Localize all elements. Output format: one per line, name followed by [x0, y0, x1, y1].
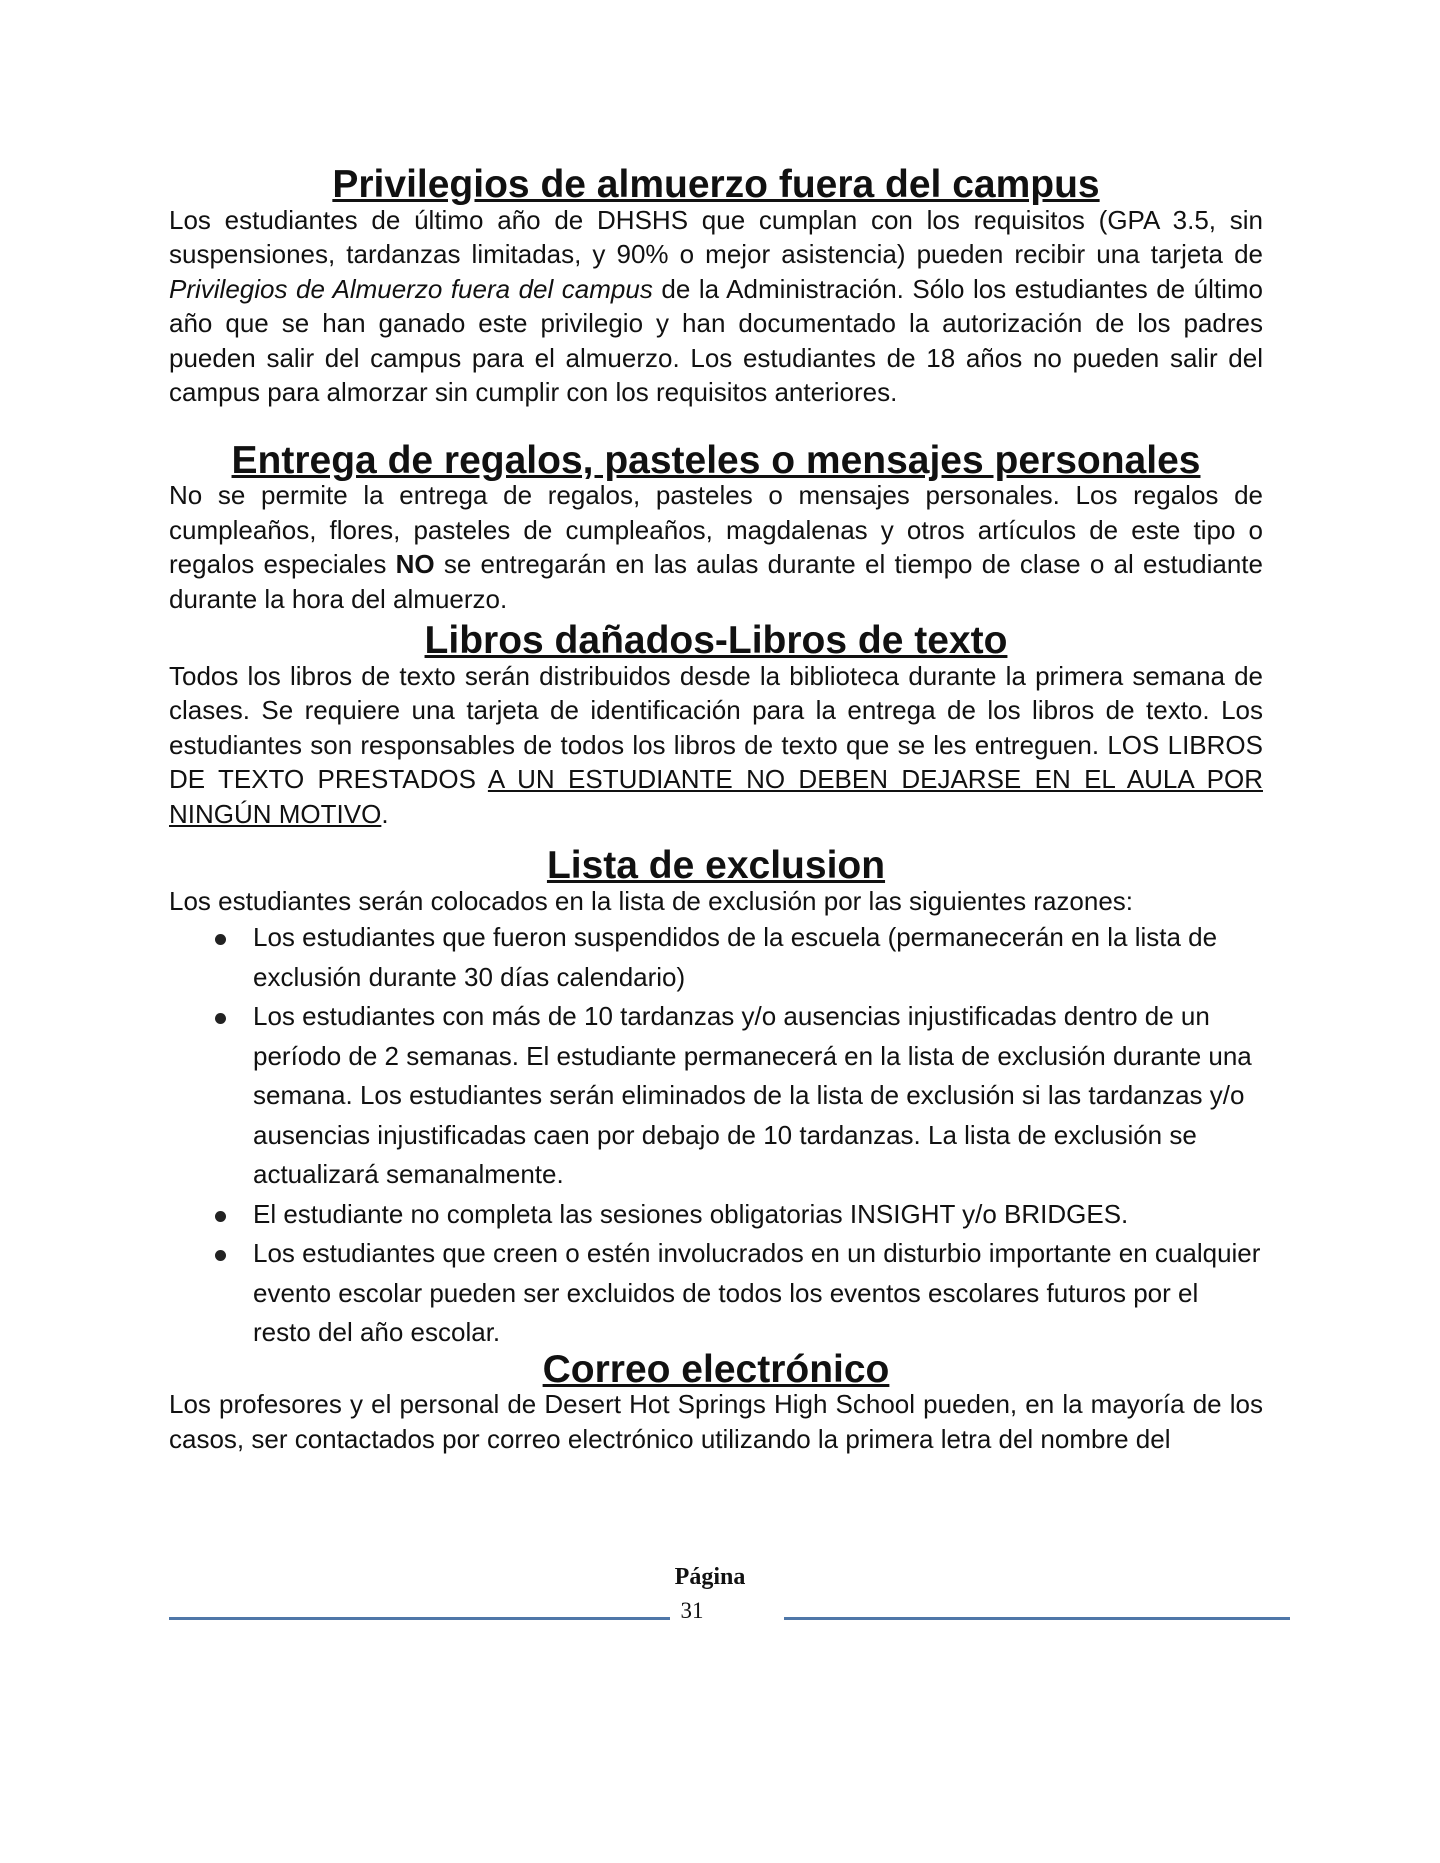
lunch-text: Los estudiantes de último año de DHSHS que cumplan con los requisitos (GPA 3.5, sin suspensiones, tardanzas limitadas, y 90% o mejor asistencia) pueden recibir una tarjeta de — [169, 204, 1263, 269]
section-heading-exclusion: Lista de exclusion — [546, 844, 886, 887]
bullet-icon — [215, 1013, 226, 1024]
footer-page-number: 31 — [680, 1598, 704, 1623]
gifts-bold-text: NO — [395, 549, 435, 579]
section-heading-email: Correo electrónico — [542, 1347, 890, 1391]
section-heading-lunch: Privilegios de almuerzo fuera del campus — [332, 163, 1100, 206]
bullet-icon — [215, 1211, 226, 1222]
section-body-email: Los profesores y el personal de Desert Hot Springs High School pueden, en la mayoría de los casos, ser contactados por correo electrónico utilizando la primera letra del nombre del — [169, 1389, 1263, 1454]
page-content — [169, 163, 1264, 1456]
bullet-icon — [215, 1250, 226, 1261]
exclusion-intro: Los estudiantes serán colocados en la lista de exclusión por las siguientes razones: — [169, 885, 1134, 916]
section-body-books — [169, 659, 1263, 832]
list-item-text: Los estudiantes que fueron suspendidos de la escuela (permanecerán en la lista de exclusión durante 30 días calendario) — [253, 922, 1218, 992]
lunch-italic-text: Privilegios de Almuerzo fuera del campus — [169, 273, 653, 304]
footer-rule-left — [169, 1617, 670, 1620]
gifts-text: No se permite la entrega de regalos, pasteles o mensajes personales. Los regalos de cumpleaños, flores, pasteles de cumpleaños, magdalenas y otros artículos de este tipo o regalos especiales — [169, 480, 1263, 579]
footer-page-label: Página — [674, 1564, 746, 1590]
list-item-text: El estudiante no completa las sesiones obligatorias INSIGHT y/o BRIDGES. — [253, 1198, 1129, 1229]
exclusion-list — [169, 918, 1263, 1353]
list-item-text: Los estudiantes con más de 10 tardanzas y/o ausencias injustificadas dentro de un período de 2 semanas. El estudiante permanecerá en la lista de exclusión durante una semana. Los estudiantes serán eliminados de la lista de exclusión si las tardanzas y/o ausencias injustificadas caen por debajo de 10 tardanzas. La lista de exclusión se actualizará semanalmente. — [253, 1001, 1252, 1189]
section-body-gifts — [169, 478, 1263, 616]
section-body-lunch — [169, 203, 1263, 410]
list-item — [169, 918, 1263, 997]
gifts-text-end: se entregarán en las aulas durante el tiempo de clase o al estudiante durante la hora del almuerzo. — [169, 549, 1263, 614]
list-item — [169, 1234, 1263, 1353]
list-item-text: Los estudiantes que creen o estén involucrados en un disturbio importante en cualquier evento escolar pueden ser excluidos de todos los eventos escolares futuros por el resto del año escolar. — [253, 1238, 1261, 1347]
books-text: Todos los libros de texto serán distribuidos desde la biblioteca durante la primera semana de clases. Se requiere una tarjeta de identificación para la entrega de los libros de texto. Los estudiantes son responsables de todos los libros de texto que se les entreguen. LOS LIBROS DE TEXTO PRESTADOS — [169, 660, 1263, 794]
books-underlined-text: A UN ESTUDIANTE NO DEBEN DEJARSE EN EL AULA POR NINGÚN MOTIVO — [169, 764, 1263, 829]
section-heading-gifts: Entrega de regalos, pasteles o mensajes personales — [231, 438, 1201, 482]
section-heading-books: Libros dañados-Libros de texto — [424, 619, 1008, 662]
bullet-icon — [215, 934, 226, 945]
footer-rule-right — [784, 1617, 1290, 1620]
list-item — [169, 997, 1263, 1195]
books-text-end: . — [381, 798, 389, 829]
lunch-text-end: de la Administración. Sólo los estudiantes de último año que se han ganado este privilegio y han documentado la autorización de los padres pueden salir del campus para el almuerzo. Los estudiantes de 18 años no pueden salir del campus para almorzar sin cumplir con los requisitos anteriores. — [169, 273, 1264, 407]
list-item — [169, 1195, 1263, 1235]
